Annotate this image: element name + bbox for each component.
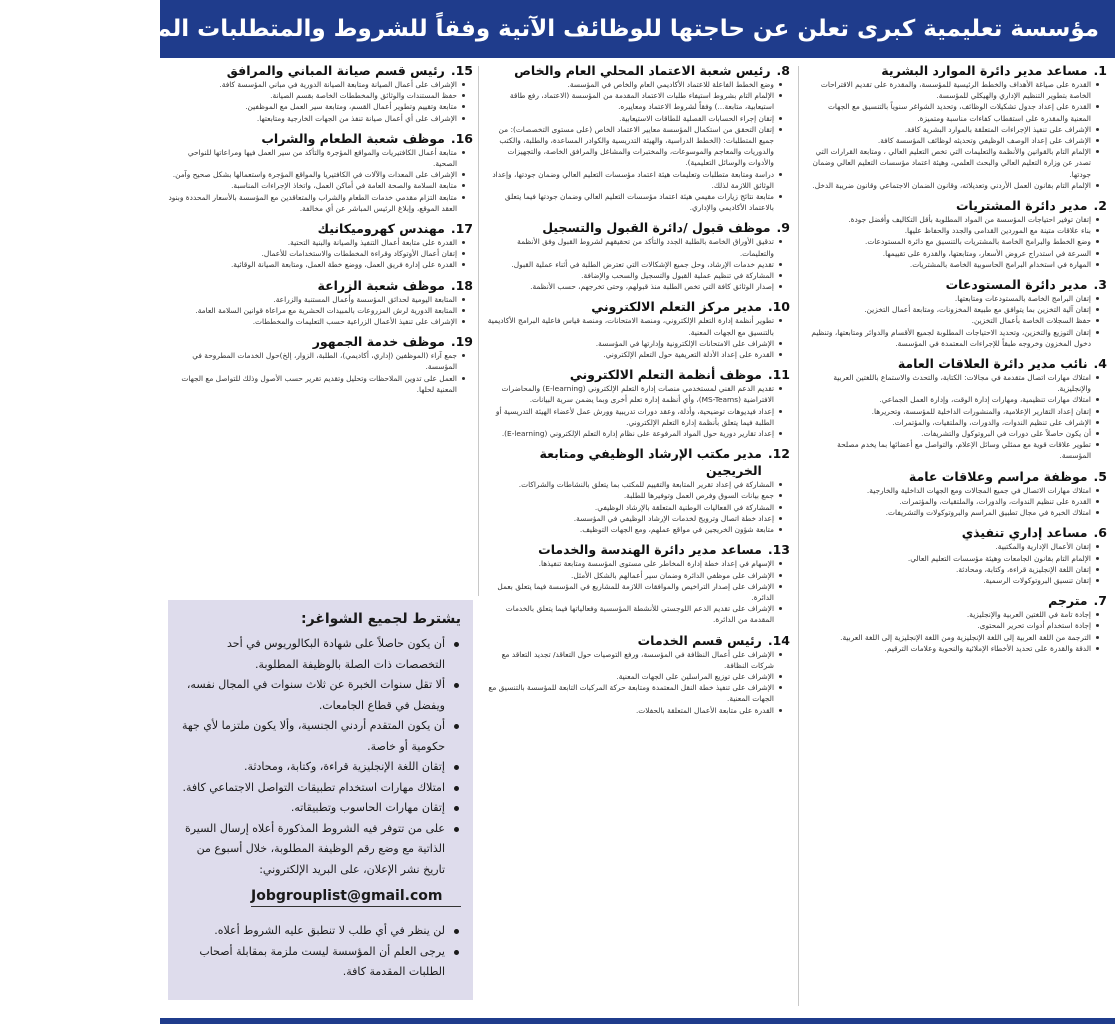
job-requirement-item: المتابعة الدورية لرش المزروعات بالمبيدات الحشرية مع مراعاة قوانين السلامة العامة. [168,305,463,316]
job-requirements-list [168,79,473,124]
job-section [485,62,790,213]
job-title-text: رئيس شعبة الاعتماد المحلي العام والخاص [514,63,771,78]
job-requirement-item: العمل على تدوين الملاحظات وتحليل وتقديم تقرير حسب الأصول وذلك للتواصل مع الجهات المعنية لحلها. [168,373,463,395]
job-requirement-item: وضع الخطط الفاعلة للاعتماد الأكاديمي العام والخاص في المؤسسة. [485,79,780,90]
conditions-notes-list [178,921,461,983]
job-requirement-item: جمع بيانات السوق وفرص العمل وتوفيرها للطلبة. [485,490,780,501]
job-requirement-item: حفظ السجلات الخاصة بأعمال التخزين. [807,315,1097,326]
job-title-text: مساعد إداري تنفيذي [961,525,1088,541]
job-section [168,62,473,124]
job-title-text: مدير مكتب الإرشاد الوظيفي ومتابعة الخريجين [539,446,762,479]
job-section [807,524,1107,586]
job-requirement-item: الترجمة من اللغة العربية إلى اللغة الإنجليزية ومن اللغة الإنجليزية إلى اللغة العربية. [807,632,1097,643]
job-requirement-item: تقديم الدعم الفني لمستخدمي منصات إدارة التعلم الإلكتروني (E-learning) والمحاضرات الافتراضية (MS-Teams)، وأي أنظمة إدارة تعلم أخرى وبما يضمن سرية البيانات. [485,383,780,405]
job-requirements-list [168,294,473,328]
job-requirement-item: حفظ المستندات والوثائق والمخططات الخاصة بقسم الصيانة. [168,90,463,101]
job-number: 16. [450,130,473,146]
job-title-text: مساعد مدير دائرة الهندسة والخدمات [538,542,762,558]
conditions-list [178,634,461,880]
condition-item: على من تتوفر فيه الشروط المذكورة أعلاه إرسال السيرة الذاتية مع وضع رقم الوظيفة المطلوبة، خلال أسبوع من تاريخ نشر الإعلان، على البريد الإلكتروني: [178,819,449,881]
job-requirement-item: الإشراف على المعدات والآلات في الكافتيريا والمواقع المؤجرة واستعمالها بشكل صحيح وآمن. [168,169,463,180]
job-requirement-item: إجادة تامة في اللغتين العربية والإنجليزية. [807,609,1097,620]
job-title-text: رئيس قسم الخدمات [637,632,762,648]
condition-item: ألا تقل سنوات الخبرة عن ثلاث سنوات في المجال نفسه، ويفضل في قطاع الجامعات. [178,675,449,716]
job-requirement-item: امتلاك الخبرة في مجال تطبيق المراسم والبروتوكولات والتشريفات. [807,507,1097,518]
job-title-text: مدير دائرة المشتريات [955,198,1088,214]
job-requirement-item: متابعة التزام مقدمي خدمات الطعام والشراب والمتعاقدين مع المؤسسة بالأسعار المحددة وبنود العقد الموقع، وإبلاغ الرئيس المباشر عن أي مخالفة. [168,192,463,214]
job-requirements-list [168,147,473,214]
job-section [807,197,1107,270]
jobs-column-1 [807,62,1107,1017]
job-title [485,366,790,383]
job-number: 10. [767,299,790,315]
job-title-text: مدير مركز التعلم الالكتروني [591,299,762,315]
job-title-text: موظف شعبة الطعام والشراب [261,130,445,146]
job-number: 4. [1093,356,1107,372]
job-section [807,468,1107,519]
job-title [807,276,1107,293]
job-requirement-item: تطوير علاقات قوية مع ممثلي وسائل الإعلام، والتواصل مع أعضائها بما يخدم مصلحة المؤسسة. [807,439,1097,461]
job-requirements-list [485,236,790,292]
job-requirement-item: الإلمام التام بشروط استيفاء طلبات الاعتماد المقدمة من المؤسسة (الاعتماد، رفع طاقة استيعابية، متابعة...) وفقاً لشروط الاعتماد ومعاييره. [485,90,780,112]
job-requirement-item: الإشراف على إصدار التراخيص والموافقات اللازمة للمشاريع في المؤسسة فيما يتعلق بعمل الدائرة. [485,581,780,603]
note-item: لن ينظر في أي طلب لا تنطبق عليه الشروط أعلاه. [178,921,449,942]
job-number: 11. [767,367,790,383]
job-section [168,277,473,328]
bottom-bar [160,1018,1115,1024]
job-requirement-item: السرعة في استدراج عروض الأسعار، ومتابعتها، والقدرة على تقييمها. [807,248,1097,259]
job-title [485,445,790,479]
job-number: 1. [1093,63,1107,78]
jobs-column-2 [485,62,790,1017]
column-divider [798,66,799,1006]
job-section [485,632,790,716]
job-section [807,62,1107,191]
application-email[interactable]: Jobgrouplist@gmail.com [251,888,461,907]
job-title-text: مدير دائرة المستودعات [945,277,1088,293]
job-requirements-list [807,79,1107,191]
job-requirement-item: الإشراف على تنظيم الندوات، والدورات، والملتقيات، والمؤتمرات. [807,417,1097,428]
job-requirement-item: إتقان آلية التخزين بما يتوافق مع طبيعة المخزونات، ومتابعة أعمال التخزين. [807,304,1097,315]
job-requirement-item: امتلاك مهارات الاتصال في جميع المجالات ومع الجهات الداخلية والخارجية. [807,485,1097,496]
job-number: 5. [1093,468,1107,484]
job-requirement-item: إعداد تقارير دورية حول المواد المرفوعة على نظام إدارة التعلم الإلكتروني (E-learning). [485,428,780,439]
job-number: 14. [767,632,790,648]
job-title [485,298,790,315]
job-title-text: مهندس كهروميكانيك [317,221,445,237]
job-title-text: مترجم [1048,593,1088,609]
job-requirement-item: المشاركة في إعداد تقرير المتابعة والتقييم للمكتب بما يتعلق بالنشاطات والشراكات. [485,479,780,490]
job-title-text: موظف قبول /دائرة القبول والتسجيل [542,220,771,236]
job-requirements-list [168,237,473,271]
condition-item: إتقان مهارات الحاسوب وتطبيقاته. [178,798,449,819]
job-number: 18. [450,277,473,293]
job-number: 6. [1093,525,1107,541]
job-title-text: موظفة مراسم وعلاقات عامة [908,468,1088,484]
job-requirements-list [807,541,1107,586]
job-number: 9. [776,220,790,236]
job-requirement-item: الإشراف على الامتحانات الإلكترونية وإدارتها في المؤسسة. [485,338,780,349]
job-section [485,541,790,625]
general-conditions-box [168,600,473,1000]
job-title-text: رئيس قسم صيانة المباني والمرافق [226,63,445,78]
job-requirement-item: القدرة على إدارة فريق العمل، ووضع خطة العمل، ومتابعة الصيانة الوقائية. [168,259,463,270]
job-number: 13. [767,542,790,558]
job-requirement-item: القدرة على متابعة أعمال التنفيذ والصيانة والبنية التحتية. [168,237,463,248]
job-requirement-item: إعداد خطة اتصال وترويج لخدمات الإرشاد الوظيفي في المؤسسة. [485,513,780,524]
job-requirement-item: الإلمام التام بالقوانين والأنظمة والتعليمات التي تخص التعليم العالي ، ومتابعة القرارات التي تصدر عن وزارة التعليم العالي والبحث العلمي، وهيئة اعتماد مؤسسات التعليم العالي وضمان جودتها. [807,146,1097,180]
job-requirement-item: الإشراف على توزيع المراسلين على الجهات المعنية. [485,671,780,682]
job-title [485,219,790,236]
job-number: 15. [450,63,473,78]
job-number: 7. [1093,593,1107,609]
job-requirement-item: متابعة نتائج زيارات مقيمي هيئة اعتماد مؤسسات التعليم العالي وضمان جودتها فيما يتعلق بالاعتماد الأكاديمي والإداري. [485,191,780,213]
job-requirement-item: تدقيق الأوراق الخاصة بالطلبة الجدد والتأكد من تحقيقهم لشروط القبول وفق الأنظمة والتعليمات. [485,236,780,258]
job-title-text: مساعد مدير دائرة الموارد البشرية [881,63,1088,78]
job-requirements-list [807,214,1107,270]
job-title [807,355,1107,372]
job-section [485,366,790,439]
job-requirements-list [485,315,790,360]
condition-item: أن يكون المتقدم أردني الجنسية، وألا يكون ملتزما لأي جهة حكومية أو خاصة. [178,716,449,757]
job-requirement-item: دراسة ومتابعة متطلبات وتعليمات هيئة اعتماد مؤسسات التعليم العالي وضمان جودتها، وإعداد الوثائق اللازمة لذلك. [485,169,780,191]
job-requirement-item: إصدار الوثائق كافة التي تخص الطلبة منذ قبولهم، وحتى تخرجهم، حسب الأنظمة. [485,281,780,292]
job-requirement-item: متابعة وتقييم وتطوير أعمال القسم، ومتابعة سير العمل مع الموظفين. [168,101,463,112]
job-section [807,355,1107,462]
note-item: يرجى العلم أن المؤسسة ليست ملزمة بمقابلة أصحاب الطلبات المقدمة كافة. [178,942,449,983]
job-section [168,333,473,395]
job-title [807,468,1107,485]
job-requirement-item: الإسهام في إعداد خطة إدارة المخاطر على مستوى المؤسسة ومتابعة تنفيذها. [485,558,780,569]
job-title-text: موظف خدمة الجمهور [312,334,445,350]
job-section [485,298,790,360]
job-requirement-item: الإشراف على تنفيذ الأعمال الزراعية حسب التعليمات والمخططات. [168,316,463,327]
job-title-text: موظف شعبة الزراعة [317,277,445,293]
job-title [485,541,790,558]
job-requirements-list [485,383,790,439]
job-requirement-item: القدرة على متابعة الأعمال المتعلقة بالحفلات. [485,705,780,716]
job-requirements-list [485,649,790,716]
job-number: 2. [1093,198,1107,214]
job-title [168,277,473,294]
job-requirement-item: الإشراف على تقديم الدعم اللوجستي للأنشطة المؤسسية وفعالياتها فيما يتعلق بالخدمات المقدمة من الدائرة. [485,603,780,625]
job-requirement-item: إتقان التحقق من استكمال المؤسسة معايير الاعتماد الخاص (على مستوى التخصصات): من جميع المتطلبات: (الخطط الدراسية، والهيئة التدريسية والكوادر المساعدة، والطلبة، والكتب والدوريات والمعاجم والموسوعات، والمختبرات والمشاغل والمرافق الخاصة، والتجهيزات والأدوات والوسائل التعليمية). [485,124,780,169]
job-requirement-item: الإشراف على موظفي الدائرة وضمان سير أعمالهم بالشكل الأمثل. [485,570,780,581]
job-requirement-item: أن يكون حاصلاً على دورات في البروتوكول والتشريفات. [807,428,1097,439]
job-requirement-item: الإشراف على أعمال الصيانة ومتابعة الصيانة الدورية في مباني المؤسسة كافة. [168,79,463,90]
jobs-column-3 [168,62,473,597]
job-requirement-item: تقديم خدمات الإرشاد، وحل جميع الإشكالات التي تعترض الطلبة في أثناء عملية القبول. [485,259,780,270]
job-requirement-item: وضع الخطط والبرامج الخاصة بالمشتريات بالتنسيق مع دائرة المستودعات. [807,236,1097,247]
job-requirement-item: الإشراف على تنفيذ خطة النقل المعتمدة ومتابعة حركة المركبات التابعة للمؤسسة بالتنسيق مع الجهات المعنية. [485,682,780,704]
job-requirement-item: جمع آراء (الموظفين (إداري، أكاديمي)، الطلبة، الزوار، إلخ)حول الخدمات المطروحة في المؤسسة. [168,350,463,372]
job-requirement-item: إجادة استخدام أدوات تحرير المحتوى. [807,620,1097,631]
job-requirement-item: الإشراف على تنفيذ الإجراءات المتعلقة بالموارد البشرية كافة. [807,124,1097,135]
job-number: 12. [767,446,790,462]
job-requirement-item: القدرة على صياغة الأهداف والخطط الرئيسية للمؤسسة، والمقدرة على تقديم الاقتراحات الخاصة بتطوير التنظيم الإداري والهيكلي للمؤسسة. [807,79,1097,101]
job-number: 17. [450,221,473,237]
job-requirement-item: إتقان إجراء الحسابات الفصلية للطاقات الاستيعابية. [485,113,780,124]
job-title-text: نائب مدير دائرة العلاقات العامة [897,356,1088,372]
job-requirement-item: متابعة شؤون الخريجين في مواقع عملهم، ومع الجهات التوظيف. [485,524,780,535]
job-requirement-item: القدرة على تنظيم الندوات، والدورات، والملتقيات، والمؤتمرات. [807,496,1097,507]
job-requirement-item: المتابعة اليومية لحدائق المؤسسة وأعمال المستنبة والزراعة. [168,294,463,305]
job-section [807,276,1107,349]
job-requirement-item: الدقة والقدرة على تحديد الأخطاء الإملائية والنحوية وعلامات الترقيم. [807,643,1097,654]
job-title [168,62,473,79]
job-requirements-list [807,485,1107,519]
job-number: 3. [1093,277,1107,293]
conditions-title: يشترط لجميع الشواغر: [301,611,461,627]
job-title [168,130,473,147]
job-section [485,445,790,535]
job-number: 8. [776,63,790,78]
job-requirement-item: الإلمام التام بقانون العمل الأردني وتعديلاته، وقانون الضمان الاجتماعي وقانون ضريبة الدخل. [807,180,1097,191]
job-requirement-item: إتقان اللغة الإنجليزية قراءة، وكتابة، ومحادثة. [807,564,1097,575]
job-requirements-list [807,609,1107,654]
job-requirement-item: تطوير أنظمة إدارة التعلم الإلكتروني، ومنصة الامتحانات، ومنصة قياس فاعلية البرامج الأكاديمية بالتنسيق مع الجهات المعنية. [485,315,780,337]
job-requirement-item: إتقان الأعمال الإدارية والمكتبية. [807,541,1097,552]
job-requirements-list [807,372,1107,462]
job-requirement-item: الإلمام التام بقانون الجامعات وهيئة مؤسسات التعليم العالي. [807,553,1097,564]
job-requirement-item: إتقان البرامج الخاصة بالمستودعات ومتابعتها. [807,293,1097,304]
job-requirement-item: الإشراف على إعداد الوصف الوظيفي وتحديثه لوظائف المؤسسة كافة. [807,135,1097,146]
job-number: 19. [450,334,473,350]
job-requirement-item: المشاركة في تنظيم عملية القبول والتسجيل والسحب والإضافة. [485,270,780,281]
job-title [485,632,790,649]
job-requirement-item: متابعة أعمال الكافتيريات والمواقع المؤجرة والتأكد من سير العمل فيها ومراعاتها للنواحي الصحية. [168,147,463,169]
job-requirement-item: بناء علاقات متينة مع الموردين القدامى والجدد والحفاظ عليها. [807,225,1097,236]
job-requirement-item: إتقان توفير احتياجات المؤسسة من المواد المطلوبة بأقل التكاليف وأفضل جودة. [807,214,1097,225]
condition-item: أن يكون حاصلاً على شهادة البكالوريوس في أحد التخصصات ذات الصلة بالوظيفة المطلوبة. [178,634,449,675]
job-title-text: موظف أنظمة التعلم الالكتروني [569,367,762,383]
job-requirement-item: القدرة على إعداد الأدلة التعريفية حول التعلم الإلكتروني. [485,349,780,360]
job-requirements-list [485,558,790,625]
job-requirements-list [807,293,1107,349]
job-title [168,333,473,350]
job-requirements-list [168,350,473,395]
job-requirement-item: إعداد فيديوهات توضيحية، وأدلة، وعقد دورات تدريبية وورش عمل لأعضاء الهيئة التدريسية أو الطلبة فيما يتعلق بأنظمة إدارة التعلم الإلكتروني. [485,406,780,428]
job-title [807,592,1107,609]
job-requirement-item: المشاركة في الفعاليات الوطنية المتعلقة بالإرشاد الوظيفي. [485,502,780,513]
condition-item: إتقان اللغة الإنجليزية قراءة، وكتابة، ومحادثة. [178,757,449,778]
job-section [807,592,1107,654]
job-requirement-item: القدرة على إعداد جدول تشكيلات الوظائف، وتحديد الشواغر سنوياً بالتنسيق مع الجهات المعنية والمقدرة على استقطاب كفاءات مناسبة ومتميزة. [807,101,1097,123]
job-requirement-item: الإشراف على أعمال النظافة في المؤسسة، ورفع التوصيات حول التعاقد/ تجديد التعاقد مع شركات النظافة. [485,649,780,671]
job-section [485,219,790,292]
job-requirement-item: امتلاك مهارات اتصال متقدمة في مجالات: الكتابة، والتحدث والاستماع باللغتين العربية والإنجليزية. [807,372,1097,394]
job-requirement-item: إتقان إعداد التقارير الإعلامية، والمنشورات الداخلية للمؤسسة، وتحريرها. [807,406,1097,417]
job-section [168,130,473,214]
job-requirement-item: إتقان أعمال الأوتوكاد وقراءة المخططات والاستخدامات للأعمال. [168,248,463,259]
job-title [807,62,1107,79]
job-section [168,220,473,271]
job-requirement-item: المهارة في استخدام البرامج الحاسوبية الخاصة بالمشتريات. [807,259,1097,270]
job-requirement-item: إتقان التوزيع والتخزين، وتحديد الاحتياجات المطلوبة لجميع الأقسام والدوائر ومتابعتها، وتنظيم دخول المخزون وخروجه طبقاً للإجراءات المعتمدة في المؤسسة. [807,327,1097,349]
column-divider [478,66,479,596]
job-requirements-list [485,479,790,535]
job-title [485,62,790,79]
job-title [807,197,1107,214]
job-requirements-list [485,79,790,213]
job-title [807,524,1107,541]
condition-item: امتلاك مهارات استخدام تطبيقات التواصل الاجتماعي كافة. [178,778,449,799]
page-title-banner: مؤسسة تعليمية كبرى تعلن عن حاجتها للوظائف الآتية وفقاً للشروط والمتطلبات المبينة لكل منها: [160,0,1115,58]
job-requirement-item: الإشراف على أي أعمال صيانة تنفذ من الجهات الخارجية ومتابعتها. [168,113,463,124]
job-requirement-item: إتقان تنسيق البروتوكولات الرسمية. [807,575,1097,586]
job-title [168,220,473,237]
job-requirement-item: متابعة السلامة والصحة العامة في أماكن العمل، واتخاذ الإجراءات المناسبة. [168,180,463,191]
job-requirement-item: امتلاك مهارات تنظيمية، ومهارات إدارة الوقت، وإدارة العمل الجماعي. [807,394,1097,405]
